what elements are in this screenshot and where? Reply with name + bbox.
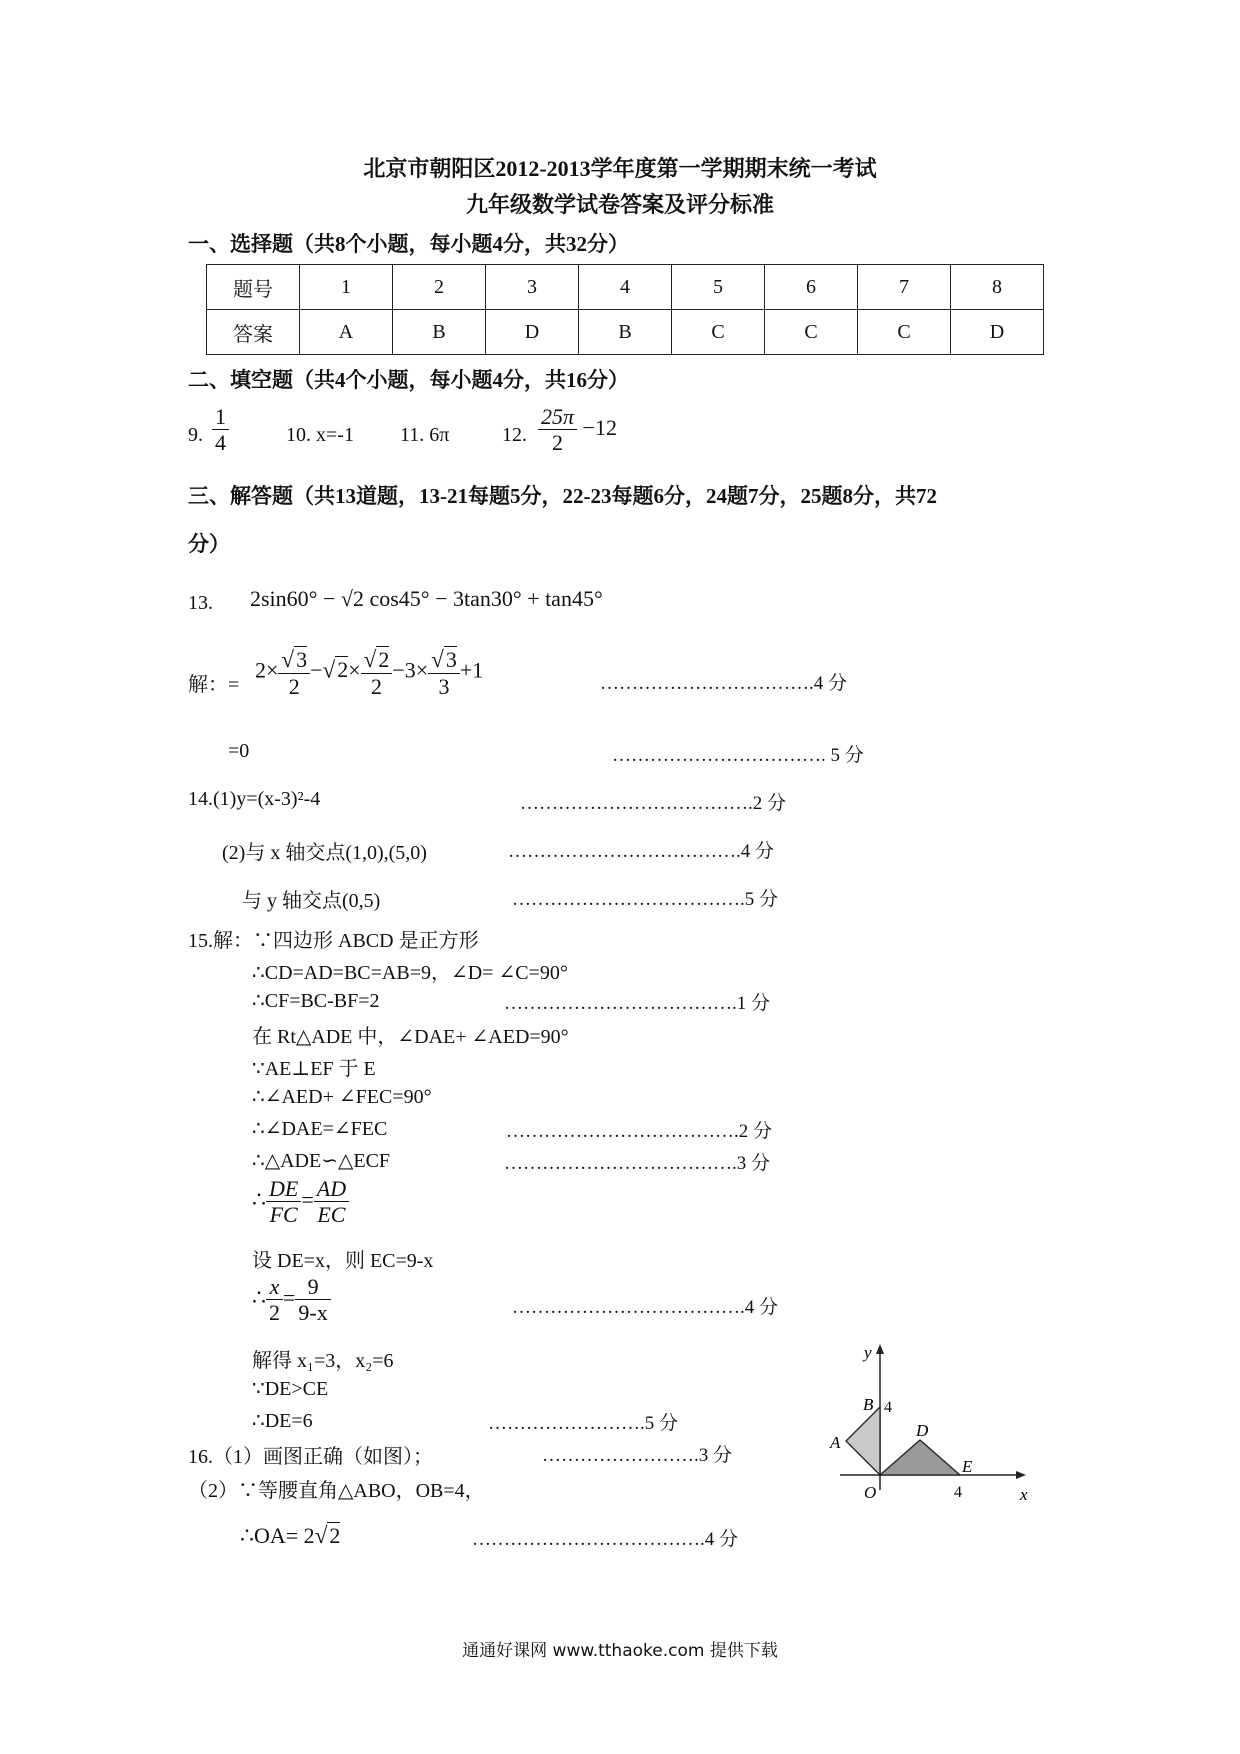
q14-line2: (2)与 x 轴交点(1,0),(5,0) bbox=[222, 842, 427, 864]
table-row bbox=[207, 310, 1044, 355]
table-cell: 4 bbox=[579, 265, 672, 310]
table-cell: B bbox=[579, 310, 672, 355]
page-subtitle: 九年级数学试卷答案及评分标准 bbox=[465, 192, 774, 217]
table-cell: 3 bbox=[486, 265, 579, 310]
q9-answer bbox=[212, 404, 229, 456]
q16-line1-score: …………………….3 分 bbox=[542, 1445, 733, 1466]
q12-answer bbox=[538, 404, 617, 456]
x-axis-arrow bbox=[1016, 1471, 1026, 1479]
y-label: y bbox=[864, 1343, 872, 1362]
q13-expression: 2sin60° − √2 cos45° − 3tan30° + tan45° bbox=[250, 586, 603, 611]
q13-label: 13. bbox=[188, 592, 213, 614]
y-tick-label: 4 bbox=[884, 1399, 892, 1416]
q15-line7: ∴∠DAE=∠FEC bbox=[252, 1118, 388, 1140]
q10-answer: 10. x=-1 bbox=[286, 424, 354, 446]
section2-heading: 二、填空题（共4个小题，每小题4分，共16分） bbox=[188, 368, 629, 392]
coordinate-figure bbox=[820, 1340, 1040, 1510]
q15-line10: 设 DE=x，则 EC=9-x bbox=[252, 1250, 434, 1272]
fraction-denominator: 9-x bbox=[298, 1300, 328, 1326]
q15-line4: 在 Rt△ADE 中，∠DAE+ ∠AED=90° bbox=[252, 1026, 569, 1048]
table-cell: D bbox=[951, 310, 1044, 355]
table-cell: C bbox=[672, 310, 765, 355]
point-d-label: D bbox=[916, 1421, 929, 1440]
table-cell: 8 bbox=[951, 265, 1044, 310]
answer-table bbox=[206, 264, 1044, 355]
q14-line2-score: ……………………………….4 分 bbox=[508, 841, 775, 862]
q16-line2: （2）∵等腰直角△ABO，OB=4， bbox=[188, 1480, 485, 1502]
table-cell: C bbox=[765, 310, 858, 355]
page-title: 北京市朝阳区2012-2013学年度第一学期期末统一考试 bbox=[363, 156, 877, 181]
q14-line1-score: ……………………………….2 分 bbox=[520, 793, 787, 814]
q11-answer: 11. 6π bbox=[400, 424, 450, 446]
table-cell: 5 bbox=[672, 265, 765, 310]
q9-numerator: 1 bbox=[212, 404, 229, 430]
fraction-denominator: EC bbox=[317, 1202, 346, 1228]
table-cell: 7 bbox=[858, 265, 951, 310]
q12-numerator: 25π bbox=[538, 404, 577, 430]
table-cell: A bbox=[300, 310, 393, 355]
table-cell: 2 bbox=[393, 265, 486, 310]
section3-heading: 三、解答题（共13道题，13-21每题5分，22-23每题6分，24题7分，25题8分，共72 bbox=[188, 484, 937, 508]
fraction-numerator: DE bbox=[266, 1176, 301, 1202]
q13-step1: 2× $\frac{√3}{2}$ −√2× $\frac{√2}{2}$ −3× $\frac{√3}{3}$ +1 bbox=[255, 646, 484, 699]
fraction-denominator: 2 bbox=[269, 1300, 280, 1326]
section1-heading: 一、选择题（共8个小题，每小题4分，共32分） bbox=[188, 232, 629, 256]
q9-label: 9. bbox=[188, 424, 203, 446]
q16-line1: 16.（1）画图正确（如图）； bbox=[188, 1446, 433, 1468]
x-tick-label: 4 bbox=[954, 1484, 962, 1501]
q15-line8-score: ……………………………….3 分 bbox=[504, 1153, 771, 1174]
q15-line13: ∵DE>CE bbox=[252, 1378, 329, 1400]
q12-tail: −12 bbox=[582, 414, 617, 440]
q15-line6: ∴∠AED+ ∠FEC=90° bbox=[252, 1086, 432, 1108]
q15-line14-score: …………………….5 分 bbox=[488, 1413, 679, 1434]
q14-line1: 14.(1)y=(x-3)²-4 bbox=[188, 788, 321, 810]
q15-line8: ∴△ADE∽△ECF bbox=[252, 1150, 391, 1172]
point-a-label: A bbox=[830, 1433, 841, 1452]
q13-step2: =0 bbox=[228, 740, 250, 762]
q16-line3-score: ……………………………….4 分 bbox=[472, 1529, 739, 1550]
q15-line5: ∵AE⊥EF 于 E bbox=[252, 1058, 376, 1080]
footer-text: 通通好课网 www.tthaoke.com 提供下载 bbox=[462, 1641, 778, 1661]
table-cell: C bbox=[858, 310, 951, 355]
section3-heading-cont: 分） bbox=[188, 532, 230, 556]
triangle-abo bbox=[846, 1407, 880, 1475]
q15-line14: ∴DE=6 bbox=[252, 1410, 313, 1432]
fraction-denominator: FC bbox=[269, 1202, 298, 1228]
q15-equation-score: ……………………………….4 分 bbox=[512, 1297, 779, 1318]
fraction-numerator: 9 bbox=[295, 1274, 330, 1300]
q15-line3: ∴CF=BC-BF=2 bbox=[252, 990, 380, 1012]
fraction-numerator: AD bbox=[314, 1176, 349, 1202]
q15-line1: 15.解：∵四边形 ABCD 是正方形 bbox=[188, 930, 479, 952]
q14-line3-score: ……………………………….5 分 bbox=[512, 889, 779, 910]
table-cell: 6 bbox=[765, 265, 858, 310]
q15-equation: ∴ $\frac{x}{2}$ = $\frac{9}{9-x}$ bbox=[252, 1274, 331, 1326]
point-b-label: B bbox=[863, 1395, 874, 1414]
table-cell: D bbox=[486, 310, 579, 355]
origin-label: O bbox=[864, 1483, 877, 1502]
q15-line3-score: ……………………………….1 分 bbox=[504, 993, 771, 1014]
fraction-numerator: x bbox=[266, 1274, 283, 1300]
q15-line12: 解得 x₁=3，x₂=6 bbox=[252, 1350, 394, 1372]
q15-line2: ∴CD=AD=BC=AB=9，∠D= ∠C=90° bbox=[252, 962, 568, 984]
table-cell: B bbox=[393, 310, 486, 355]
q15-proportion: ∴ $\frac{DE}{FC}$ = $\frac{AD}{EC}$ bbox=[252, 1176, 349, 1228]
table-row bbox=[207, 265, 1044, 310]
row-label-number: 题号 bbox=[207, 265, 300, 310]
q16-line3: ∴OA= 2√2 bbox=[240, 1522, 341, 1548]
row-label-answer: 答案 bbox=[207, 310, 300, 355]
q13-solution-label: 解：= bbox=[188, 674, 240, 696]
q12-denominator: 2 bbox=[552, 430, 564, 456]
q9-denominator: 4 bbox=[215, 430, 226, 456]
triangle-ode bbox=[880, 1440, 960, 1475]
point-e-label: E bbox=[962, 1457, 973, 1476]
q13-step2-score: ……………………………. 5 分 bbox=[612, 745, 864, 766]
x-label: x bbox=[1020, 1485, 1028, 1504]
q14-line3: 与 y 轴交点(0,5) bbox=[242, 890, 381, 912]
table-cell: 1 bbox=[300, 265, 393, 310]
q13-step1-score: …………………………….4 分 bbox=[600, 673, 848, 694]
q15-line7-score: ……………………………….2 分 bbox=[506, 1121, 773, 1142]
q12-label: 12. bbox=[502, 424, 527, 446]
y-axis-arrow bbox=[876, 1344, 884, 1354]
